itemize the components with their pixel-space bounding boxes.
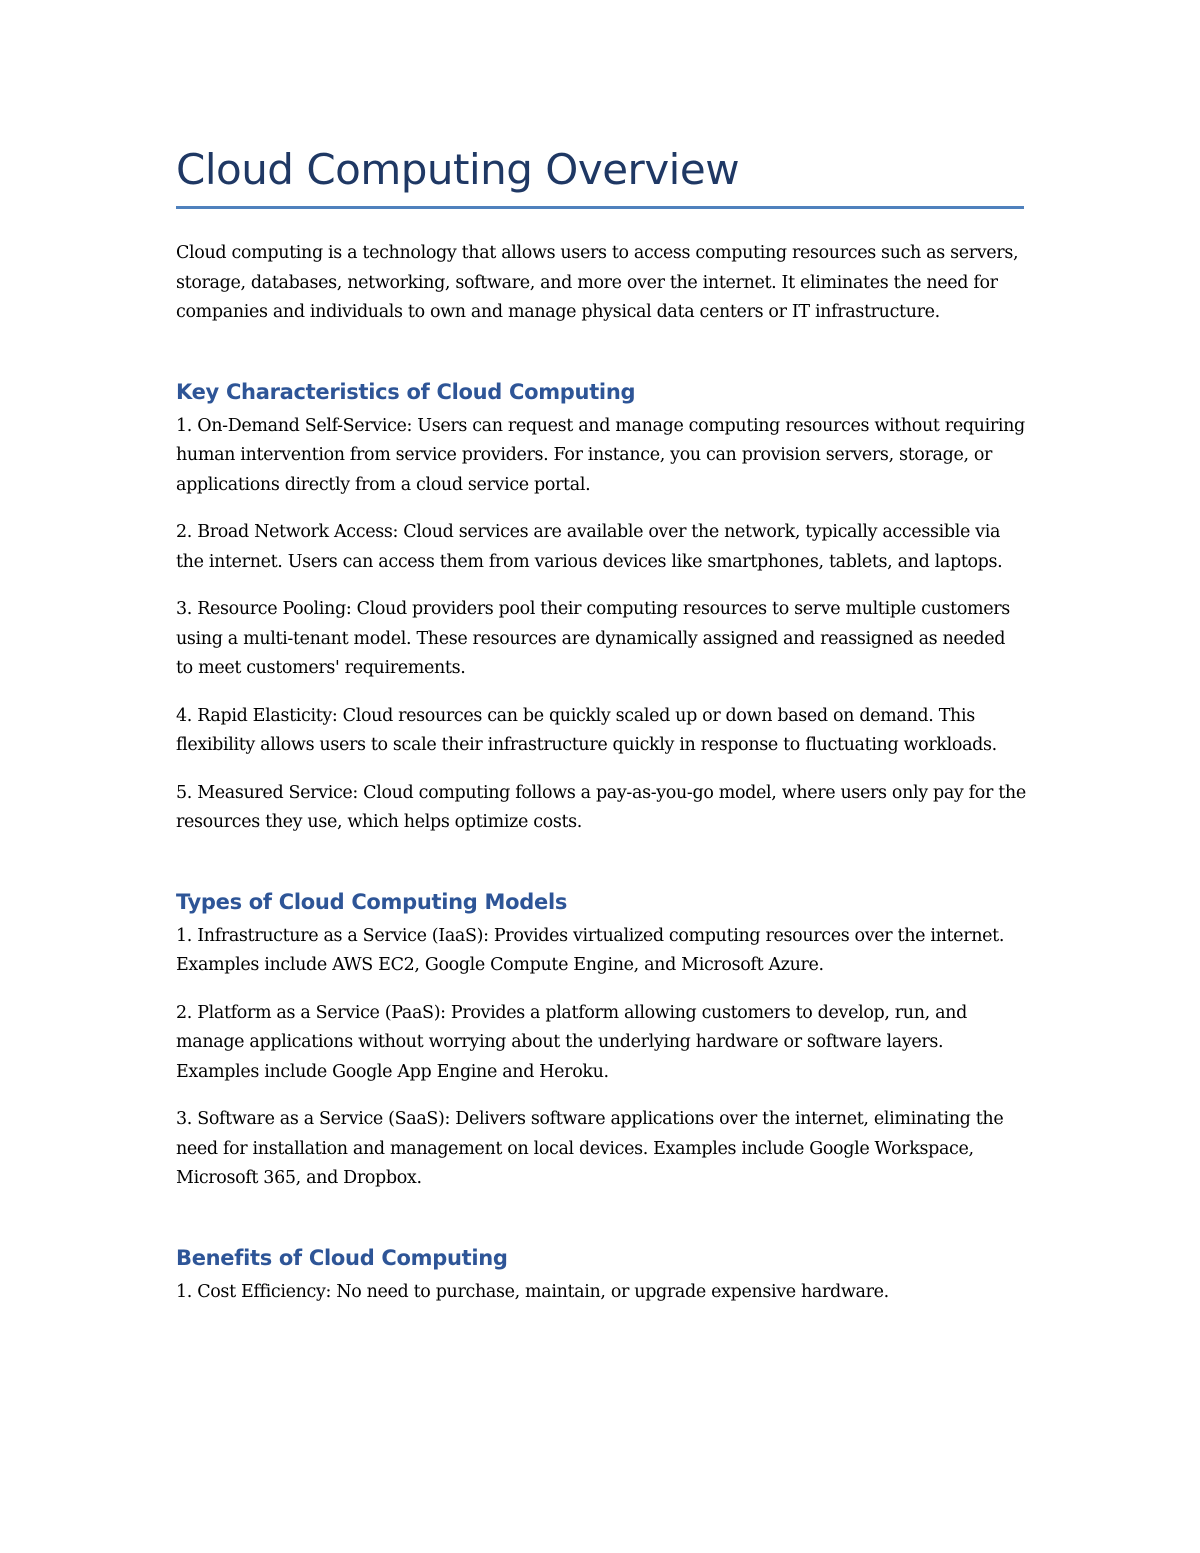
section-benefits xyxy=(176,1242,1026,1308)
list-item: 1. Infrastructure as a Service (IaaS): Provides virtualized computing resources over the internet. Examples include AWS EC2, Google Compute Engine, and Microsoft Azure. xyxy=(176,925,1005,975)
title-underline xyxy=(176,206,1024,209)
section-heading: Types of Cloud Computing Models xyxy=(176,889,568,914)
section-key-characteristics xyxy=(176,376,1026,838)
document-title: Cloud Computing Overview xyxy=(176,145,740,194)
list-item: 1. Cost Efficiency: No need to purchase, maintain, or upgrade expensive hardware. xyxy=(176,1281,889,1302)
list-item: 5. Measured Service: Cloud computing follows a pay-as-you-go model, where users only pay for the resources they use, which helps optimize costs. xyxy=(176,782,1026,832)
list-item: 3. Resource Pooling: Cloud providers pool their computing resources to serve multiple customers using a multi-tenant model. These resources are dynamically assigned and reassigned as needed to meet customers' requirements. xyxy=(176,599,1010,678)
list-item: 4. Rapid Elasticity: Cloud resources can be quickly scaled up or down based on demand. This flexibility allows users to scale their infrastructure quickly in response to fluctuating workloads. xyxy=(176,705,997,755)
list-item: 1. On-Demand Self-Service: Users can request and manage computing resources without requiring human intervention from service providers. For instance, you can provision servers, storage, or applications directly from a cloud service portal. xyxy=(176,415,1025,495)
list-item: 2. Platform as a Service (PaaS): Provides a platform allowing customers to develop, run, and manage applications without worrying about the underlying hardware or software layers. Examples include Google App Engine and Heroku. xyxy=(176,1002,967,1082)
intro-paragraph: Cloud computing is a technology that allows users to access computing resources such as servers, storage, databases, networking, software, and more over the internet. It eliminates the need for companies and individuals to own and manage physical data centers or IT infrastructure. xyxy=(176,243,1019,322)
list-item: 3. Software as a Service (SaaS): Delivers software applications over the internet, eliminating the need for installation and management on local devices. Examples include Google Workspace, Microsoft 365, and Dropbox. xyxy=(176,1109,1004,1188)
document-content xyxy=(176,140,1026,1307)
list-item: 2. Broad Network Access: Cloud services are available over the network, typically accessible via the internet. Users can access them from various devices like smartphones, tablets, and laptops. xyxy=(176,522,1003,572)
section-cloud-models xyxy=(176,886,1026,1194)
section-heading: Benefits of Cloud Computing xyxy=(176,1245,508,1270)
section-heading: Key Characteristics of Cloud Computing xyxy=(176,379,636,404)
